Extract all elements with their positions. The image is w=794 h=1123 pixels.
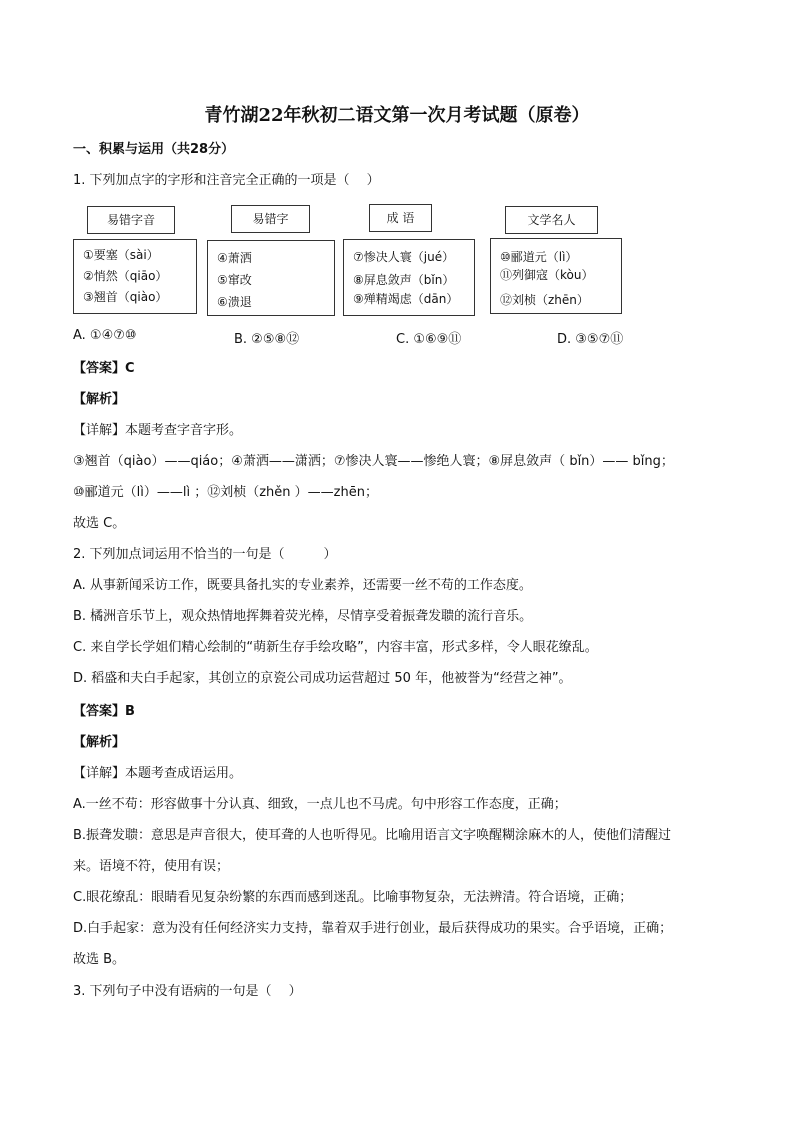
box-item: ④萧洒 (217, 251, 252, 265)
box-item: ①要塞（sài） (83, 248, 159, 262)
box-item: ②悄然（qiāo） (83, 269, 168, 283)
q2-option-d: D. 稻盛和夫白手起家，其创立的京瓷公司成功运营超过 50 年，他被誉为“经营之神”。 (73, 671, 572, 686)
q2-conclusion: 故选 B。 (73, 952, 126, 967)
q1-analysis: 【解析】 (73, 392, 126, 407)
box-item: ⑥溃退 (217, 295, 252, 309)
box-item: ⑫刘桢（zhēn） (500, 293, 589, 307)
box-item: ⑤窜改 (217, 273, 252, 287)
q1-option-a: A. ①④⑦⑩ (73, 328, 137, 343)
q2-explanation: C.眼花缭乱：眼睛看见复杂纷繁的东西而感到迷乱。比喻事物复杂，无法辨清。符合语境，正确； (73, 890, 633, 905)
q1-option-d: D. ③⑤⑦⑪ (557, 332, 624, 347)
question-2-stem: 2. 下列加点词运用不恰当的一句是（ ） (73, 547, 337, 562)
box-label-characters: 易错字 (231, 205, 310, 233)
section-heading: 一、积累与运用（共28分） (73, 142, 235, 157)
q2-option-b: B. 橘洲音乐节上，观众热情地挥舞着荧光棒，尽情享受着振聋发聩的流行音乐。 (73, 609, 533, 624)
box-idioms (343, 239, 475, 316)
box-literary-figures (490, 238, 622, 314)
q2-explanation: 来。语境不符，使用有误； (73, 859, 230, 874)
q1-conclusion: 故选 C。 (73, 516, 126, 531)
box-item: ③翘首（qiào） (83, 290, 168, 304)
box-label-literary-figures: 文学名人 (505, 206, 598, 234)
box-label-pronunciation: 易错字音 (87, 206, 175, 234)
box-label-idioms: 成 语 (369, 204, 432, 232)
q1-detail: 【详解】本题考查字音字形。 (73, 423, 243, 438)
q2-detail: 【详解】本题考查成语运用。 (73, 766, 243, 781)
q2-answer: 【答案】B (73, 704, 135, 719)
q1-answer: 【答案】C (73, 361, 135, 376)
q2-explanation: D.白手起家：意为没有任何经济实力支持，靠着双手进行创业，最后获得成功的果实。合乎语境，正确； (73, 921, 673, 936)
q1-explanation-1: ③翘首（qiào）——qiáo；④萧洒——潇洒；⑦惨决人寰——惨绝人寰；⑧屏息敛声（ bǐn）—— bǐng； (73, 454, 674, 469)
q2-option-c: C. 来自学长学姐们精心绘制的“萌新生存手绘攻略”，内容丰富，形式多样，令人眼花缭乱。 (73, 640, 598, 655)
box-item: ⑨殚精竭虑（dān） (353, 292, 459, 306)
q1-option-c: C. ①⑥⑨⑪ (396, 332, 462, 347)
box-item: ⑩郦道元（lì） (500, 250, 578, 264)
q2-option-a: A. 从事新闻采访工作，既要具备扎实的专业素养，还需要一丝不苟的工作态度。 (73, 578, 532, 593)
box-item: ⑧屏息敛声（bǐn） (353, 273, 455, 287)
box-item: ⑪列御寇（kòu） (500, 268, 594, 282)
page-title: 青竹湖22年秋初二语文第一次月考试题（原卷） (204, 105, 590, 126)
q1-option-b: B. ②⑤⑧⑫ (234, 332, 300, 347)
q2-explanation: B.振聋发聩：意思是声音很大，使耳聋的人也听得见。比喻用语言文字唤醒糊涂麻木的人，使他们清醒过 (73, 828, 672, 843)
box-pronunciation (73, 239, 197, 314)
q2-analysis: 【解析】 (73, 735, 126, 750)
q2-explanation: A.一丝不苟：形容做事十分认真、细致，一点儿也不马虎。句中形容工作态度，正确； (73, 797, 567, 812)
box-item: ⑦惨决人寰（jué） (353, 250, 455, 264)
q1-explanation-2: ⑩郦道元（lì）——lì ；⑫刘桢（zhěn ）——zhēn； (73, 485, 378, 500)
question-1-stem: 1. 下列加点字的字形和注音完全正确的一项是（ ） (73, 173, 380, 188)
box-characters (207, 240, 335, 316)
question-3-stem: 3. 下列句子中没有语病的一句是（ ） (73, 984, 302, 999)
